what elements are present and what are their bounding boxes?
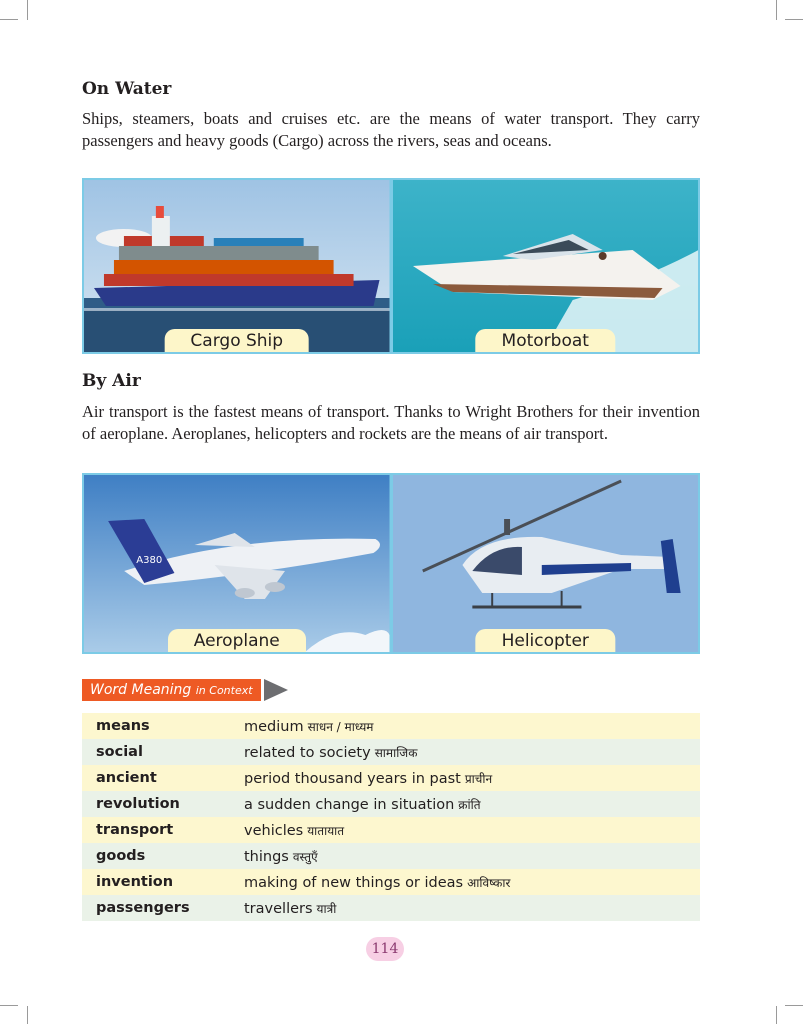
word-meaning-banner (82, 679, 288, 701)
meaning-text: vehicles (244, 822, 304, 839)
crop-mark (785, 1005, 803, 1006)
meaning-text: medium (244, 718, 304, 735)
meaning-text: travellers (244, 900, 313, 917)
aeroplane-photo (84, 475, 390, 652)
page-number: 114 (366, 937, 404, 961)
glossary-row (82, 895, 700, 921)
glossary-meaning (244, 791, 700, 817)
crop-mark (785, 19, 803, 20)
word-meaning-label (82, 679, 261, 701)
hindi-meaning: सामाजिक (374, 745, 418, 760)
hindi-meaning: यातायात (307, 823, 345, 838)
glossary-meaning (244, 843, 700, 869)
hindi-meaning: वस्तुएँ (292, 849, 318, 864)
cargo-ship-icon (84, 180, 390, 352)
meaning-text: period thousand years in past (244, 770, 461, 787)
glossary-term: goods (82, 843, 244, 869)
glossary-term: invention (82, 869, 244, 895)
glossary-row (82, 869, 700, 895)
word-meaning-title: Word Meaning (90, 682, 192, 698)
glossary-meaning (244, 869, 700, 895)
helicopter-icon (393, 475, 699, 652)
crop-mark (27, 0, 28, 20)
glossary-table (82, 713, 700, 921)
meaning-text: related to society (244, 744, 371, 761)
photo-caption: Motorboat (476, 329, 615, 352)
hindi-meaning: यात्री (316, 901, 337, 916)
hindi-meaning: आविष्कार (467, 875, 511, 890)
glossary-row (82, 739, 700, 765)
glossary-meaning (244, 739, 700, 765)
section-heading-water: On Water (82, 79, 172, 99)
helicopter-photo (393, 475, 699, 652)
glossary-meaning (244, 895, 700, 921)
aircraft-livery-text: A380 (136, 555, 163, 566)
word-meaning-subtitle: in Context (195, 684, 253, 697)
glossary-term: social (82, 739, 244, 765)
paragraph-water: Ships, steamers, boats and cruises etc. are the means of water transport. They carry passengers and heavy goods (Cargo) across the rivers, seas and oceans. (82, 109, 700, 150)
crop-mark (0, 19, 18, 20)
water-photos (82, 178, 700, 354)
photo-caption: Aeroplane (168, 629, 306, 652)
motorboat-photo (393, 180, 699, 352)
hindi-meaning: साधन / माध्यम (307, 719, 374, 734)
glossary-row (82, 817, 700, 843)
glossary-term: ancient (82, 765, 244, 791)
motorboat-icon (393, 180, 699, 352)
glossary-meaning (244, 765, 700, 791)
crop-mark (0, 1005, 18, 1006)
meaning-text: a sudden change in situation (244, 796, 455, 813)
crop-mark (27, 1006, 28, 1024)
glossary-meaning (244, 817, 700, 843)
crop-mark (776, 0, 777, 20)
aeroplane-icon (84, 475, 390, 652)
arrow-right-icon (264, 679, 288, 701)
air-photos (82, 473, 700, 654)
glossary-row (82, 791, 700, 817)
hindi-meaning: प्राचीन (464, 771, 493, 786)
glossary-term: means (82, 713, 244, 739)
section-heading-air: By Air (82, 371, 141, 391)
paragraph-air: Air transport is the fastest means of transport. Thanks to Wright Brothers for their invention of aeroplane. Aeroplanes, helicopters and rockets are the means of air transport. (82, 402, 700, 443)
glossary-term: passengers (82, 895, 244, 921)
glossary-row (82, 713, 700, 739)
glossary-meaning (244, 713, 700, 739)
meaning-text: things (244, 848, 289, 865)
glossary-row (82, 765, 700, 791)
hindi-meaning: क्रांति (458, 797, 481, 812)
meaning-text: making of new things or ideas (244, 874, 464, 891)
crop-mark (776, 1006, 777, 1024)
cargo-ship-photo (84, 180, 390, 352)
photo-caption: Helicopter (476, 629, 615, 652)
glossary-term: transport (82, 817, 244, 843)
photo-caption: Cargo Ship (164, 329, 309, 352)
glossary-row (82, 843, 700, 869)
glossary-term: revolution (82, 791, 244, 817)
